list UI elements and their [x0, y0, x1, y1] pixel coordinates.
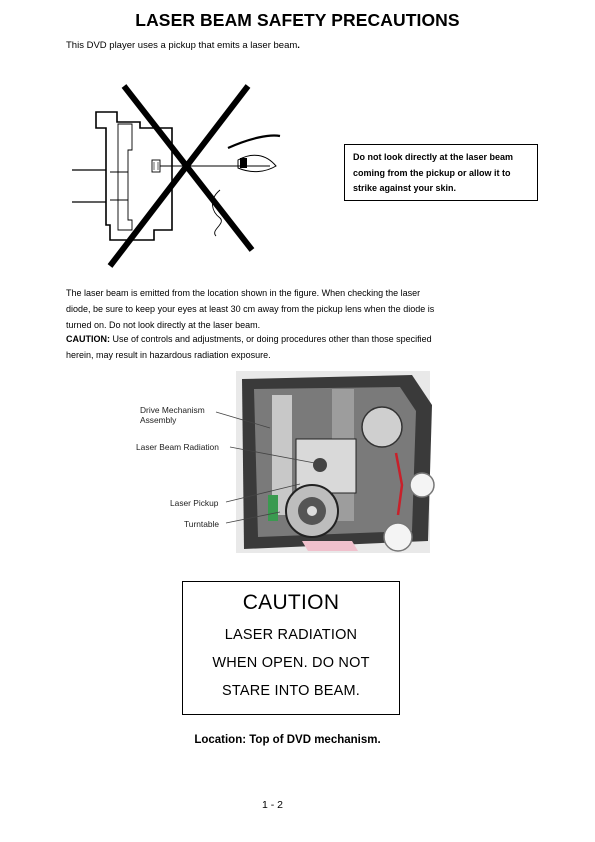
paragraph-line: herein, may result in hazardous radiation exposure.	[66, 350, 271, 360]
callout-line: Assembly	[140, 415, 177, 425]
paragraph-line: turned on. Do not look directly at the laser beam.	[66, 320, 261, 330]
caution-line: STARE INTO BEAM.	[221, 683, 361, 699]
warning-line: strike against your skin.	[353, 183, 457, 193]
page-number: 1 - 2	[261, 799, 283, 811]
intro-text	[66, 40, 300, 51]
laser-beam-radiation-label: Laser Beam Radiation	[136, 442, 219, 452]
intro-sentence: This DVD player uses a pickup that emits a laser beam	[66, 40, 298, 51]
gear	[410, 473, 434, 497]
drive-motor	[362, 407, 402, 447]
caution-label-box	[182, 581, 400, 715]
eye-icon	[212, 136, 280, 237]
warning-box	[344, 144, 538, 201]
laser-safety-diagram	[70, 80, 310, 280]
laser-pickup-label: Laser Pickup	[170, 498, 219, 508]
warning-line: coming from the pickup or allow it to	[353, 167, 511, 178]
paragraph-line: diode, be sure to keep your eyes at least 30 cm away from the pickup lens when the diode is	[66, 304, 435, 314]
caution-label: CAUTION:	[66, 334, 110, 344]
caution-title: CAUTION	[242, 591, 340, 614]
callout-line: Drive Mechanism	[140, 405, 205, 415]
laser-location-paragraph	[66, 285, 496, 333]
paragraph-line	[66, 331, 496, 347]
drive-mechanism-label	[140, 405, 205, 425]
caution-text: Use of controls and adjustments, or doing procedures other than those specified	[110, 334, 432, 344]
page-title: LASER BEAM SAFETY PRECAUTIONS	[135, 10, 460, 30]
prohibited-cross-icon	[110, 86, 252, 266]
caution-line: WHEN OPEN. DO NOT	[212, 655, 370, 671]
gear	[384, 523, 412, 551]
caution-paragraph	[66, 331, 496, 363]
location-caption: Location: Top of DVD mechanism.	[194, 734, 381, 746]
paragraph-line: The laser beam is emitted from the location shown in the figure. When checking the laser	[66, 288, 421, 298]
warning-line: Do not look directly at the laser beam	[353, 152, 514, 162]
pink-cable	[302, 541, 358, 551]
caution-line: LASER RADIATION	[224, 627, 358, 643]
turntable-label: Turntable	[184, 519, 220, 529]
intro-period: .	[297, 40, 300, 51]
